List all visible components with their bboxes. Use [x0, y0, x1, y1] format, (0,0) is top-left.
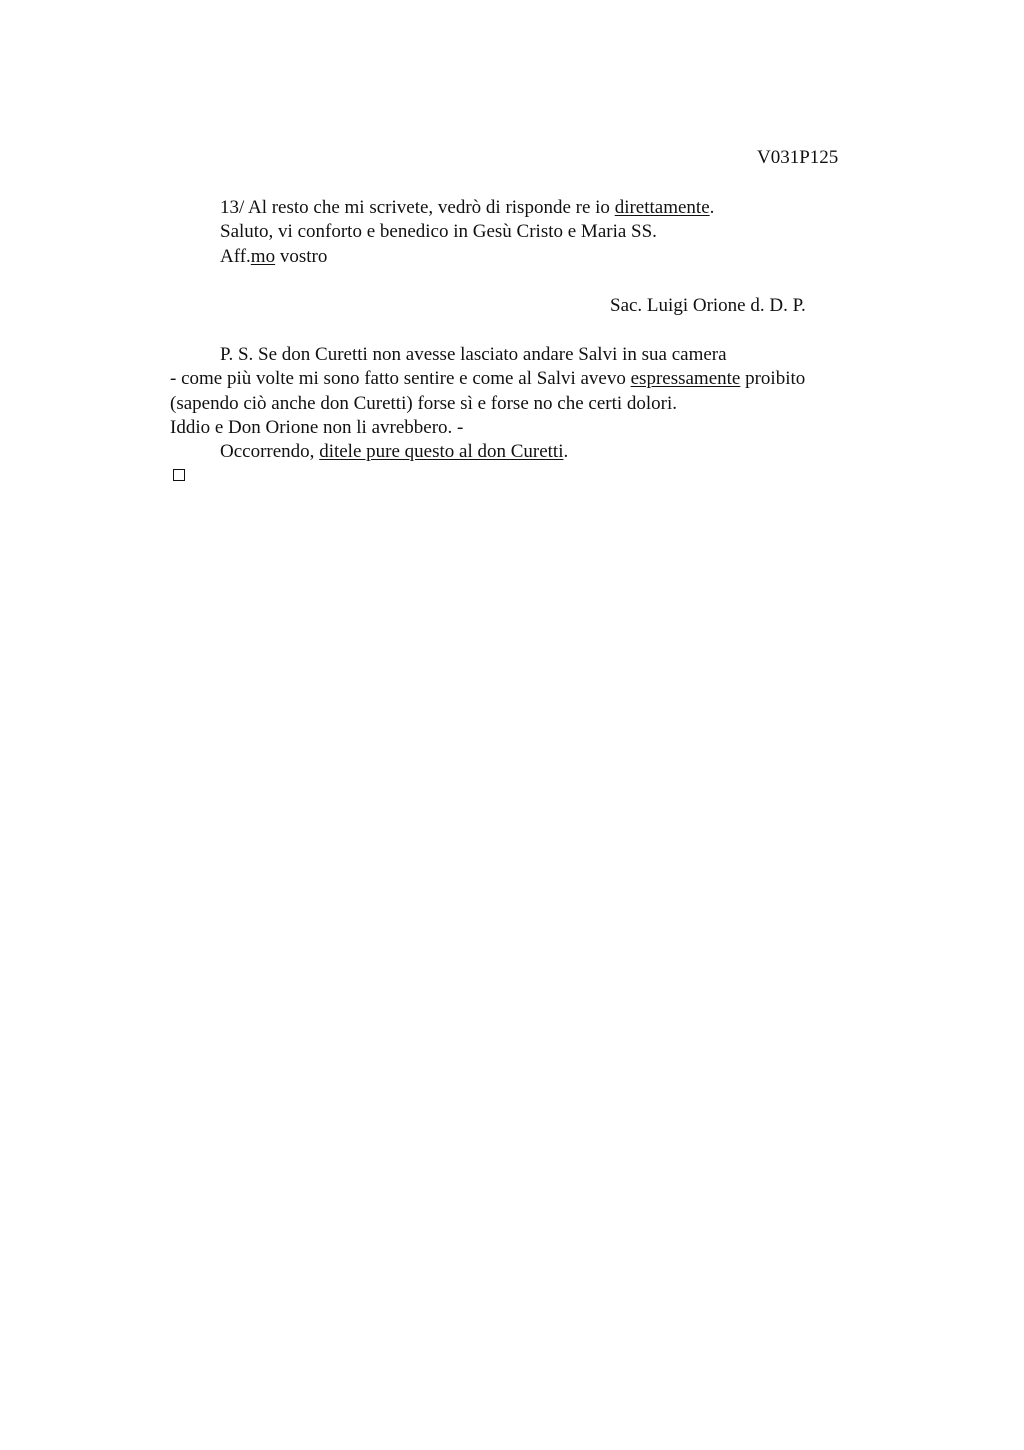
letter-line-2: Saluto, vi conforto e benedico in Gesù Cristo e Maria SS. [220, 221, 657, 242]
ps-line-2 [170, 367, 805, 391]
letter-line-1-text: 13/ Al resto che mi scrivete, vedrò di risponde re io [220, 197, 615, 218]
ps-line-4: Iddio e Don Orione non li avrebbero. - [170, 417, 464, 438]
empty-square-icon [173, 469, 185, 481]
underlined-mo: mo [250, 246, 276, 267]
letter-line-1-end: . [709, 197, 715, 218]
page-reference: V031P125 [757, 147, 839, 168]
closing-vostro: vostro [275, 246, 328, 267]
ps-line-5 [220, 440, 568, 464]
underlined-ditele: ditele pure questo al don Curetti [319, 441, 564, 462]
underlined-direttamente: direttamente [614, 197, 710, 218]
letter-line-1 [220, 196, 714, 220]
closing-aff: Aff. [220, 246, 251, 267]
ps-line-2-end: proibito [740, 368, 806, 389]
letter-line-3 [220, 245, 327, 269]
signature: Sac. Luigi Orione d. D. P. [610, 295, 806, 316]
ps-line-5-text: Occorrendo, [220, 441, 320, 462]
ps-line-5-end: . [563, 441, 569, 462]
ps-line-3: (sapendo ciò anche don Curetti) forse sì e forse no che certi dolori. [170, 393, 678, 414]
ps-line-2-text: - come più volte mi sono fatto sentire e come al Salvi avevo [170, 368, 631, 389]
underlined-espressamente: espressamente [630, 368, 741, 389]
ps-line-1: P. S. Se don Curetti non avesse lasciato andare Salvi in sua camera [220, 344, 727, 365]
